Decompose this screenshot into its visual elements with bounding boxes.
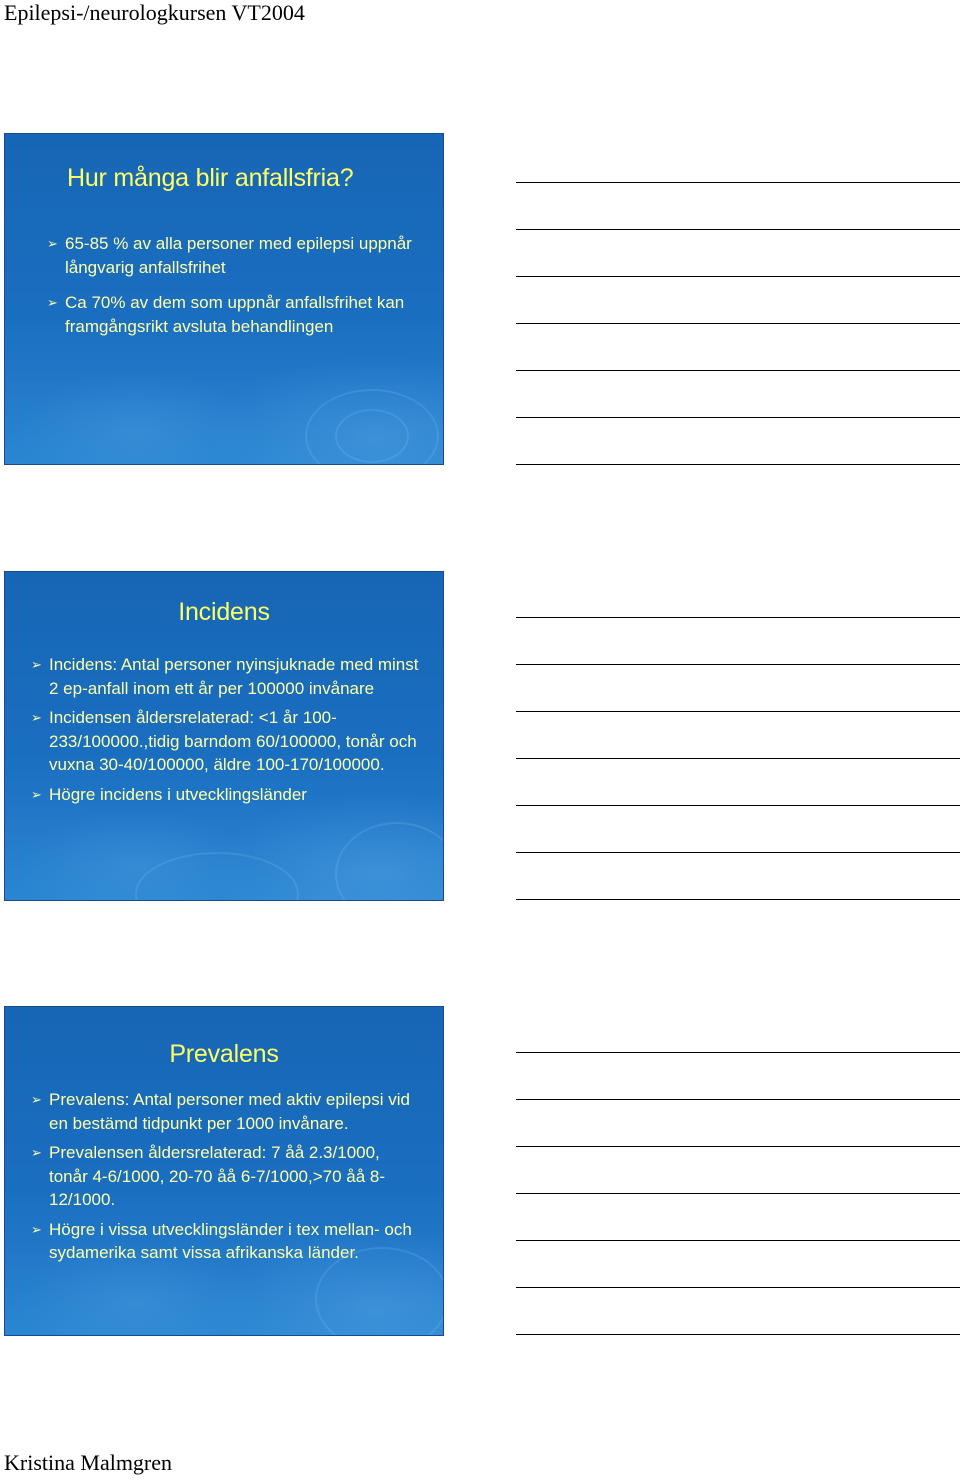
note-line [516,1146,960,1147]
note-line [516,664,960,665]
arrowhead-bullet-icon: ➢ [31,1221,42,1237]
note-line [516,370,960,371]
bullet-list [31,653,421,812]
note-line [516,617,960,618]
arrowhead-bullet-icon: ➢ [31,657,42,672]
note-line [516,711,960,712]
document-header-title: Epilepsi-/neurologkursen VT2004 [4,0,305,25]
list-item [31,1141,421,1212]
slide-incidens [4,571,444,901]
note-line [516,1287,960,1288]
note-line [516,417,960,418]
note-line [516,1052,960,1053]
list-item [47,291,417,338]
bullet-text: Prevalens: Antal personer med aktiv epilepsi vid en bestämd tidpunkt per 1000 invånare. [49,1090,410,1133]
arrowhead-bullet-icon: ➢ [31,710,42,725]
note-line [516,758,960,759]
note-line [516,899,960,900]
slide-title: Hur många blir anfallsfria? [67,164,354,192]
note-line [516,323,960,324]
note-line [516,1099,960,1100]
arrowhead-bullet-icon: ➢ [31,786,42,802]
bullet-text: Högre i vissa utvecklingsländer i tex mellan- och sydamerika samt vissa afrikanska länder. [49,1219,412,1262]
list-item [31,1218,421,1265]
bullet-text: Incidensen åldersrelaterad: <1 år 100-233/100000.,tidig barndom 60/100000, tonår och vuxna 30-40/100000, äldre 100-170/100000. [49,708,417,774]
list-item [47,232,417,279]
list-item [31,653,421,700]
bullet-text: Incidens: Antal personer nyinsjuknade med minst 2 ep-anfall inom ett år per 100000 invånare [49,655,419,698]
note-line [516,1193,960,1194]
list-item [31,783,421,807]
bullet-list [47,232,417,346]
bullet-text: Ca 70% av dem som uppnår anfallsfrihet kan framgångsrikt avsluta behandlingen [65,293,405,336]
bullet-text: 65-85 % av alla personer med epilepsi uppnår långvarig anfallsfrihet [65,234,412,277]
note-line [516,805,960,806]
ripple-decoration [335,822,444,901]
bullet-text: Prevalensen åldersrelaterad: 7 åå 2.3/1000, tonår 4-6/1000, 20-70 åå 6-7/1000,>70 åå 8-12/1000. [49,1143,386,1209]
slide-prevalens [4,1006,444,1336]
arrowhead-bullet-icon: ➢ [47,236,58,251]
ripple-decoration [135,852,299,901]
note-line [516,276,960,277]
bullet-text: Högre incidens i utvecklingsländer [49,784,307,804]
bullet-list [31,1088,421,1271]
note-line [516,1334,960,1335]
list-item [31,706,421,777]
list-item [31,1088,421,1135]
slide-title: Prevalens [169,1040,279,1068]
note-line [516,182,960,183]
slide-hur-manga-blir-anfallsfria [4,133,444,465]
slide-title: Incidens [178,598,270,626]
ripple-decoration [335,409,409,463]
note-line [516,229,960,230]
document-footer-author: Kristina Malmgren [4,1450,173,1475]
arrowhead-bullet-icon: ➢ [47,295,58,310]
note-line [516,464,960,465]
arrowhead-bullet-icon: ➢ [31,1092,42,1107]
note-line [516,1240,960,1241]
note-line [516,852,960,853]
arrowhead-bullet-icon: ➢ [31,1145,42,1160]
